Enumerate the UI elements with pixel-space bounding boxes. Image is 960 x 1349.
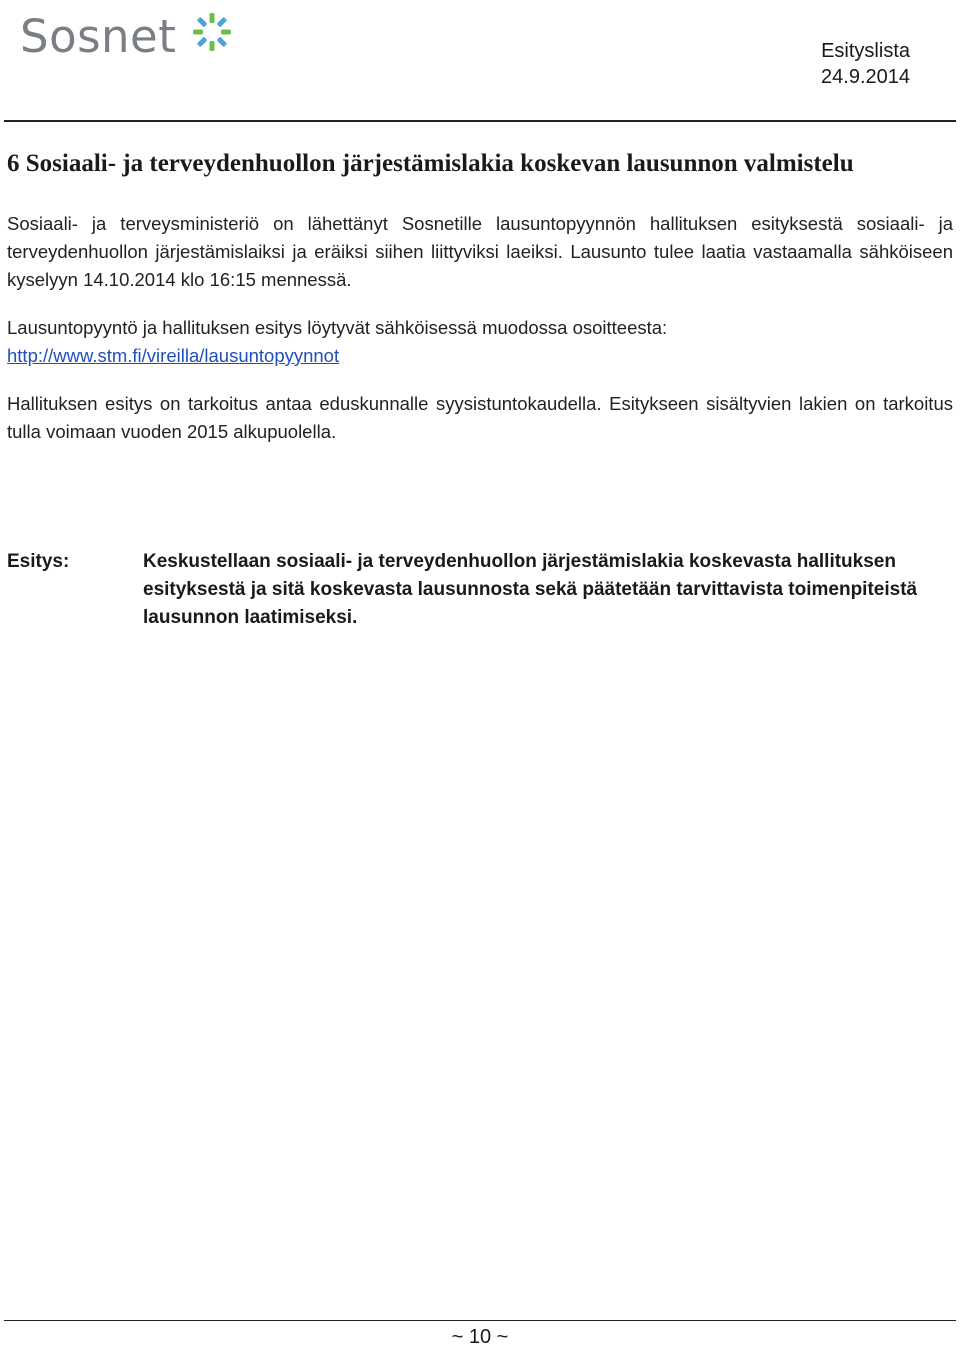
page-number: ~ 10 ~ [451,1326,509,1348]
stm-link[interactable]: http://www.stm.fi/vireilla/lausuntopyynnot [7,345,340,366]
page-header [0,0,960,120]
link-intro-text: Lausuntopyyntö ja hallituksen esitys löytyvät sähköisessä muodossa osoitteesta: [7,317,668,338]
proposal-label: Esitys: [7,551,70,572]
footer-divider [4,1320,956,1321]
document-date: 24.9.2014 [821,66,910,88]
schedule-paragraph: Hallituksen esitys on tarkoitus antaa eduskunnalle syysistuntokaudella. Esitykseen sisältyvien lakien on tarkoitus tulla voimaan vuoden 2015 alkupuolella. [7,393,953,442]
proposal-block [7,548,953,632]
document-type: Esityslista [821,40,910,62]
logo-text: Sosnet [20,10,177,63]
link-paragraph [7,314,953,370]
proposal-text: Keskustellaan sosiaali- ja terveydenhuollon järjestämislakia koskevasta hallituksen esityksestä ja sitä koskevasta lausunnosta sekä päätetään tarvittavista toimenpiteistä lausunnon laatimiseksi. [143,551,918,628]
sosnet-logo [20,10,220,70]
section-title: 6 Sosiaali- ja terveydenhuollon järjestämislakia koskevan lausunnon valmistelu [7,150,854,177]
intro-paragraph: Sosiaali- ja terveysministeriö on lähettänyt Sosnetille lausuntopyynnön hallituksen esityksestä sosiaali- ja terveydenhuollon järjestämislaiksi ja eräiksi siihen liittyviksi laeiksi. Lausunto tulee laatia vastaamalla sähköiseen kyselyyn 14.10.2014 klo 16:15 mennessä. [7,213,953,290]
header-divider [4,120,956,122]
section-content [7,148,953,466]
flower-icon [190,10,234,54]
